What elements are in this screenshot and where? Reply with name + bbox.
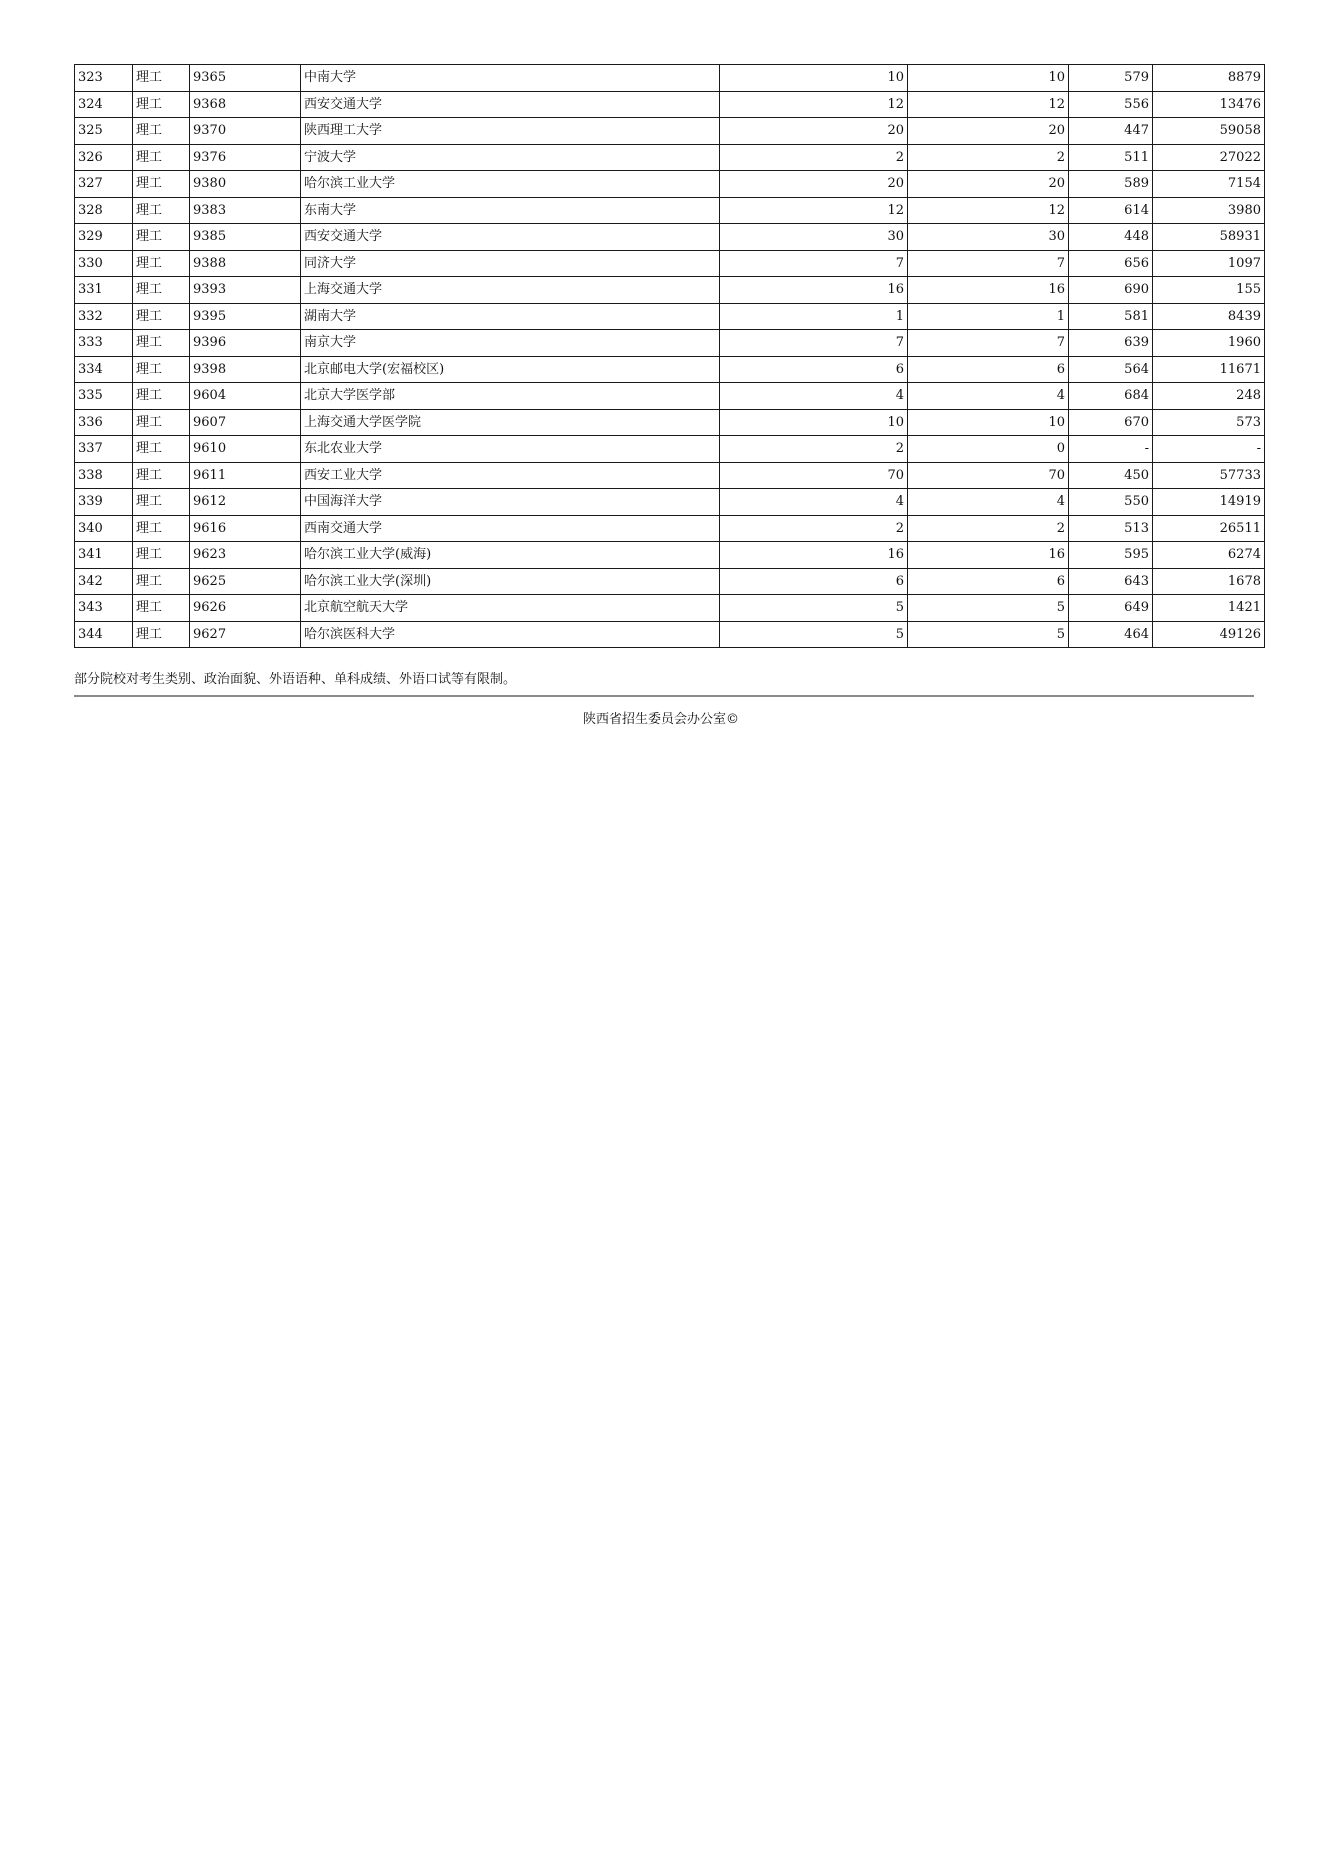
row-index-cell: 323 bbox=[75, 65, 133, 92]
min-score-cell: 614 bbox=[1069, 197, 1153, 224]
table-row bbox=[75, 224, 1265, 251]
table-row bbox=[75, 621, 1265, 648]
min-rank-cell: 8439 bbox=[1153, 303, 1265, 330]
school-name-cell: 哈尔滨医科大学 bbox=[301, 621, 720, 648]
school-name-cell: 上海交通大学医学院 bbox=[301, 409, 720, 436]
min-score-cell: 556 bbox=[1069, 91, 1153, 118]
table-row bbox=[75, 595, 1265, 622]
admitted-count-cell: 20 bbox=[908, 171, 1069, 198]
row-index-cell: 330 bbox=[75, 250, 133, 277]
admitted-count-cell: 12 bbox=[908, 197, 1069, 224]
plan-count-cell: 16 bbox=[720, 277, 908, 304]
plan-count-cell: 2 bbox=[720, 436, 908, 463]
row-index-cell: 342 bbox=[75, 568, 133, 595]
plan-count-cell: 12 bbox=[720, 91, 908, 118]
plan-count-cell: 2 bbox=[720, 515, 908, 542]
restriction-note: 部分院校对考生类别、政治面貌、外语语种、单科成绩、外语口试等有限制。 bbox=[74, 672, 517, 687]
school-code-cell: 9368 bbox=[190, 91, 301, 118]
admitted-count-cell: 10 bbox=[908, 65, 1069, 92]
table-row bbox=[75, 171, 1265, 198]
category-cell: 理工 bbox=[133, 356, 190, 383]
row-index-cell: 338 bbox=[75, 462, 133, 489]
table-row bbox=[75, 65, 1265, 92]
row-index-cell: 344 bbox=[75, 621, 133, 648]
min-score-cell: 639 bbox=[1069, 330, 1153, 357]
plan-count-cell: 7 bbox=[720, 250, 908, 277]
category-cell: 理工 bbox=[133, 65, 190, 92]
school-code-cell: 9380 bbox=[190, 171, 301, 198]
table-row bbox=[75, 144, 1265, 171]
admitted-count-cell: 16 bbox=[908, 277, 1069, 304]
category-cell: 理工 bbox=[133, 197, 190, 224]
row-index-cell: 326 bbox=[75, 144, 133, 171]
admitted-count-cell: 2 bbox=[908, 144, 1069, 171]
school-code-cell: 9607 bbox=[190, 409, 301, 436]
admitted-count-cell: 4 bbox=[908, 383, 1069, 410]
admitted-count-cell: 30 bbox=[908, 224, 1069, 251]
min-score-cell: 656 bbox=[1069, 250, 1153, 277]
plan-count-cell: 6 bbox=[720, 568, 908, 595]
min-rank-cell: 14919 bbox=[1153, 489, 1265, 516]
min-score-cell: 513 bbox=[1069, 515, 1153, 542]
admitted-count-cell: 10 bbox=[908, 409, 1069, 436]
school-code-cell: 9393 bbox=[190, 277, 301, 304]
school-name-cell: 陕西理工大学 bbox=[301, 118, 720, 145]
category-cell: 理工 bbox=[133, 224, 190, 251]
category-cell: 理工 bbox=[133, 436, 190, 463]
table-row bbox=[75, 436, 1265, 463]
school-name-cell: 哈尔滨工业大学(深圳) bbox=[301, 568, 720, 595]
min-rank-cell: 248 bbox=[1153, 383, 1265, 410]
min-rank-cell: 6274 bbox=[1153, 542, 1265, 569]
plan-count-cell: 70 bbox=[720, 462, 908, 489]
school-code-cell: 9388 bbox=[190, 250, 301, 277]
plan-count-cell: 12 bbox=[720, 197, 908, 224]
table-row bbox=[75, 515, 1265, 542]
school-name-cell: 南京大学 bbox=[301, 330, 720, 357]
school-code-cell: 9395 bbox=[190, 303, 301, 330]
min-rank-cell: 1678 bbox=[1153, 568, 1265, 595]
plan-count-cell: 10 bbox=[720, 65, 908, 92]
school-code-cell: 9370 bbox=[190, 118, 301, 145]
row-index-cell: 337 bbox=[75, 436, 133, 463]
table-body bbox=[75, 65, 1265, 648]
table-row bbox=[75, 542, 1265, 569]
min-score-cell: 464 bbox=[1069, 621, 1153, 648]
plan-count-cell: 6 bbox=[720, 356, 908, 383]
min-score-cell: 595 bbox=[1069, 542, 1153, 569]
plan-count-cell: 16 bbox=[720, 542, 908, 569]
plan-count-cell: 10 bbox=[720, 409, 908, 436]
school-name-cell: 宁波大学 bbox=[301, 144, 720, 171]
plan-count-cell: 20 bbox=[720, 118, 908, 145]
category-cell: 理工 bbox=[133, 277, 190, 304]
min-rank-cell: 155 bbox=[1153, 277, 1265, 304]
admitted-count-cell: 1 bbox=[908, 303, 1069, 330]
row-index-cell: 328 bbox=[75, 197, 133, 224]
min-score-cell: 447 bbox=[1069, 118, 1153, 145]
min-score-cell: 550 bbox=[1069, 489, 1153, 516]
school-code-cell: 9616 bbox=[190, 515, 301, 542]
school-name-cell: 西南交通大学 bbox=[301, 515, 720, 542]
table-row bbox=[75, 118, 1265, 145]
school-code-cell: 9383 bbox=[190, 197, 301, 224]
school-code-cell: 9610 bbox=[190, 436, 301, 463]
min-rank-cell: 58931 bbox=[1153, 224, 1265, 251]
table-row bbox=[75, 383, 1265, 410]
category-cell: 理工 bbox=[133, 409, 190, 436]
school-name-cell: 西安交通大学 bbox=[301, 91, 720, 118]
row-index-cell: 343 bbox=[75, 595, 133, 622]
table-row bbox=[75, 489, 1265, 516]
min-rank-cell: 49126 bbox=[1153, 621, 1265, 648]
school-name-cell: 北京大学医学部 bbox=[301, 383, 720, 410]
school-code-cell: 9385 bbox=[190, 224, 301, 251]
min-rank-cell: 26511 bbox=[1153, 515, 1265, 542]
table-row bbox=[75, 330, 1265, 357]
row-index-cell: 336 bbox=[75, 409, 133, 436]
category-cell: 理工 bbox=[133, 462, 190, 489]
min-score-cell: 589 bbox=[1069, 171, 1153, 198]
category-cell: 理工 bbox=[133, 489, 190, 516]
row-index-cell: 332 bbox=[75, 303, 133, 330]
row-index-cell: 324 bbox=[75, 91, 133, 118]
footer-divider bbox=[74, 695, 1254, 697]
plan-count-cell: 7 bbox=[720, 330, 908, 357]
admitted-count-cell: 7 bbox=[908, 330, 1069, 357]
school-name-cell: 北京邮电大学(宏福校区) bbox=[301, 356, 720, 383]
school-code-cell: 9612 bbox=[190, 489, 301, 516]
min-score-cell: 448 bbox=[1069, 224, 1153, 251]
min-score-cell: 649 bbox=[1069, 595, 1153, 622]
admissions-table bbox=[74, 64, 1265, 648]
row-index-cell: 329 bbox=[75, 224, 133, 251]
plan-count-cell: 20 bbox=[720, 171, 908, 198]
category-cell: 理工 bbox=[133, 91, 190, 118]
category-cell: 理工 bbox=[133, 568, 190, 595]
category-cell: 理工 bbox=[133, 515, 190, 542]
table-row bbox=[75, 568, 1265, 595]
admitted-count-cell: 20 bbox=[908, 118, 1069, 145]
min-score-cell: 564 bbox=[1069, 356, 1153, 383]
row-index-cell: 333 bbox=[75, 330, 133, 357]
school-code-cell: 9376 bbox=[190, 144, 301, 171]
school-name-cell: 西安交通大学 bbox=[301, 224, 720, 251]
category-cell: 理工 bbox=[133, 621, 190, 648]
category-cell: 理工 bbox=[133, 144, 190, 171]
plan-count-cell: 4 bbox=[720, 489, 908, 516]
admitted-count-cell: 16 bbox=[908, 542, 1069, 569]
min-rank-cell: - bbox=[1153, 436, 1265, 463]
school-name-cell: 中国海洋大学 bbox=[301, 489, 720, 516]
category-cell: 理工 bbox=[133, 171, 190, 198]
row-index-cell: 341 bbox=[75, 542, 133, 569]
school-name-cell: 上海交通大学 bbox=[301, 277, 720, 304]
row-index-cell: 340 bbox=[75, 515, 133, 542]
min-score-cell: 690 bbox=[1069, 277, 1153, 304]
admitted-count-cell: 5 bbox=[908, 621, 1069, 648]
row-index-cell: 339 bbox=[75, 489, 133, 516]
row-index-cell: 331 bbox=[75, 277, 133, 304]
school-code-cell: 9623 bbox=[190, 542, 301, 569]
min-rank-cell: 57733 bbox=[1153, 462, 1265, 489]
school-name-cell: 哈尔滨工业大学 bbox=[301, 171, 720, 198]
min-rank-cell: 1960 bbox=[1153, 330, 1265, 357]
copyright-footer: 陕西省招生委员会办公室© bbox=[582, 712, 739, 727]
plan-count-cell: 30 bbox=[720, 224, 908, 251]
plan-count-cell: 2 bbox=[720, 144, 908, 171]
min-score-cell: - bbox=[1069, 436, 1153, 463]
category-cell: 理工 bbox=[133, 595, 190, 622]
category-cell: 理工 bbox=[133, 542, 190, 569]
school-code-cell: 9398 bbox=[190, 356, 301, 383]
min-rank-cell: 3980 bbox=[1153, 197, 1265, 224]
row-index-cell: 327 bbox=[75, 171, 133, 198]
admitted-count-cell: 4 bbox=[908, 489, 1069, 516]
min-rank-cell: 7154 bbox=[1153, 171, 1265, 198]
category-cell: 理工 bbox=[133, 383, 190, 410]
min-score-cell: 684 bbox=[1069, 383, 1153, 410]
admitted-count-cell: 70 bbox=[908, 462, 1069, 489]
plan-count-cell: 5 bbox=[720, 621, 908, 648]
admitted-count-cell: 0 bbox=[908, 436, 1069, 463]
table-row bbox=[75, 356, 1265, 383]
min-score-cell: 511 bbox=[1069, 144, 1153, 171]
category-cell: 理工 bbox=[133, 118, 190, 145]
school-name-cell: 中南大学 bbox=[301, 65, 720, 92]
school-code-cell: 9625 bbox=[190, 568, 301, 595]
table-row bbox=[75, 409, 1265, 436]
min-rank-cell: 59058 bbox=[1153, 118, 1265, 145]
school-name-cell: 西安工业大学 bbox=[301, 462, 720, 489]
min-score-cell: 579 bbox=[1069, 65, 1153, 92]
min-rank-cell: 13476 bbox=[1153, 91, 1265, 118]
min-score-cell: 670 bbox=[1069, 409, 1153, 436]
category-cell: 理工 bbox=[133, 303, 190, 330]
admitted-count-cell: 6 bbox=[908, 356, 1069, 383]
school-code-cell: 9611 bbox=[190, 462, 301, 489]
school-name-cell: 湖南大学 bbox=[301, 303, 720, 330]
school-code-cell: 9365 bbox=[190, 65, 301, 92]
admitted-count-cell: 12 bbox=[908, 91, 1069, 118]
category-cell: 理工 bbox=[133, 250, 190, 277]
min-rank-cell: 11671 bbox=[1153, 356, 1265, 383]
table-row bbox=[75, 91, 1265, 118]
admitted-count-cell: 5 bbox=[908, 595, 1069, 622]
row-index-cell: 334 bbox=[75, 356, 133, 383]
school-name-cell: 北京航空航天大学 bbox=[301, 595, 720, 622]
school-code-cell: 9626 bbox=[190, 595, 301, 622]
min-rank-cell: 1421 bbox=[1153, 595, 1265, 622]
category-cell: 理工 bbox=[133, 330, 190, 357]
school-name-cell: 东北农业大学 bbox=[301, 436, 720, 463]
plan-count-cell: 5 bbox=[720, 595, 908, 622]
min-score-cell: 581 bbox=[1069, 303, 1153, 330]
school-code-cell: 9627 bbox=[190, 621, 301, 648]
plan-count-cell: 1 bbox=[720, 303, 908, 330]
table-row bbox=[75, 277, 1265, 304]
school-code-cell: 9396 bbox=[190, 330, 301, 357]
admitted-count-cell: 7 bbox=[908, 250, 1069, 277]
admitted-count-cell: 6 bbox=[908, 568, 1069, 595]
table-row bbox=[75, 197, 1265, 224]
table-row bbox=[75, 250, 1265, 277]
table-row bbox=[75, 303, 1265, 330]
admitted-count-cell: 2 bbox=[908, 515, 1069, 542]
school-code-cell: 9604 bbox=[190, 383, 301, 410]
school-name-cell: 东南大学 bbox=[301, 197, 720, 224]
min-score-cell: 643 bbox=[1069, 568, 1153, 595]
min-score-cell: 450 bbox=[1069, 462, 1153, 489]
row-index-cell: 335 bbox=[75, 383, 133, 410]
table-row bbox=[75, 462, 1265, 489]
school-name-cell: 哈尔滨工业大学(威海) bbox=[301, 542, 720, 569]
min-rank-cell: 573 bbox=[1153, 409, 1265, 436]
school-name-cell: 同济大学 bbox=[301, 250, 720, 277]
plan-count-cell: 4 bbox=[720, 383, 908, 410]
min-rank-cell: 27022 bbox=[1153, 144, 1265, 171]
min-rank-cell: 1097 bbox=[1153, 250, 1265, 277]
row-index-cell: 325 bbox=[75, 118, 133, 145]
min-rank-cell: 8879 bbox=[1153, 65, 1265, 92]
